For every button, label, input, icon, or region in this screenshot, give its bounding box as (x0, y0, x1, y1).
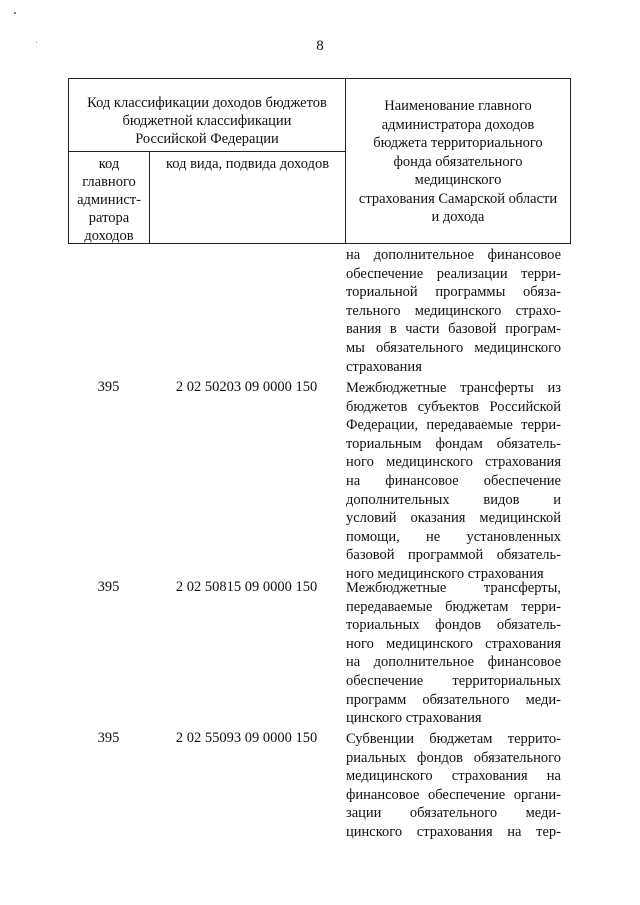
header-line: бюджетной классификации (122, 113, 292, 129)
header-line: и дохода (431, 209, 485, 225)
income-code: 2 02 55093 09 0000 150 (175, 730, 318, 746)
header-line: страхования Самарской области (358, 190, 558, 207)
text-line: цинского страхования (346, 710, 482, 727)
text-line: мы обязательного медицинского (346, 339, 561, 356)
text-line: базовой программой обязатель- (346, 547, 561, 564)
text-line: Межбюджетные трансферты из (346, 380, 561, 396)
header-line: Код классификации доходов бюджетов (87, 95, 327, 111)
text-line: Федерации, передаваемые терри- (346, 417, 561, 434)
header-line: фонда обязательного (393, 153, 523, 170)
header-line: код (98, 156, 120, 172)
text-line: цинского страхования на тер- (346, 823, 561, 840)
page-number: 8 (316, 38, 324, 54)
header-line: бюджета территориального (373, 135, 543, 151)
header-line: Наименование главного (384, 98, 532, 114)
admin-code: 395 (97, 730, 120, 746)
text-line: зации обязательного меди- (346, 805, 561, 822)
text-line: на дополнительное финансовое (346, 654, 561, 671)
header-line: Российской Федерации (135, 131, 279, 147)
text-line: обеспечение реализации терри- (346, 265, 561, 282)
text-line: ного медицинского страхования (346, 454, 561, 471)
header-line: главного (82, 174, 136, 190)
scan-speck (14, 12, 16, 14)
text-line: условий оказания медицинской (346, 510, 561, 527)
text-line: Субвенции бюджетам террито- (346, 731, 561, 747)
text-line: ного медицинского страхования (346, 635, 561, 652)
text-line: тельного медицинского страхо- (346, 302, 561, 319)
header-classification-code (69, 94, 345, 148)
text-line: медицинского страхования на (346, 768, 561, 785)
text-line: вания в части базовой програм- (346, 321, 561, 338)
header-line: администратора доходов (381, 116, 535, 133)
text-line: страхования (346, 358, 422, 375)
header-admin-code (69, 155, 149, 245)
text-line: на дополнительное финансовое (346, 247, 561, 263)
text-line: на финансовое обеспечение (346, 472, 561, 489)
income-name (346, 246, 561, 376)
text-line: финансовое обеспечение органи- (346, 786, 561, 803)
income-code: 2 02 50815 09 0000 150 (175, 579, 318, 595)
text-line: ториальной программы обяза- (346, 284, 561, 301)
header-line: медицинского (414, 172, 502, 188)
admin-code: 395 (97, 579, 120, 595)
admin-code: 395 (97, 379, 120, 395)
text-line: помощи, не установленных (346, 528, 561, 545)
text-line: ного медицинского страхования (346, 565, 544, 582)
income-name (346, 379, 561, 584)
header-line: ратора (88, 210, 130, 226)
text-line: программ обязательного меди- (346, 691, 561, 708)
income-code: 2 02 50203 09 0000 150 (175, 379, 318, 395)
text-line: ториальных фондов обязатель- (346, 617, 561, 634)
text-line: бюджетов субъектов Российской (346, 398, 561, 415)
header-administrator-name (346, 97, 570, 227)
text-line: дополнительных видов и (346, 491, 561, 508)
income-name (346, 579, 561, 728)
income-name (346, 730, 561, 842)
header-income-type-code: код вида, подвида доходов (165, 156, 330, 172)
text-line: ториальным фондам обязатель- (346, 435, 561, 452)
text-line: обеспечение территориальных (346, 672, 561, 689)
text-line: Межбюджетные трансферты, (346, 580, 561, 596)
header-line: доходов (84, 228, 134, 244)
text-line: риальных фондов обязательного (346, 749, 561, 766)
text-line: передаваемые бюджетам терри- (346, 598, 561, 615)
header-line: админист- (77, 192, 141, 208)
table-header (68, 78, 571, 244)
header-divider-horizontal (69, 151, 345, 152)
